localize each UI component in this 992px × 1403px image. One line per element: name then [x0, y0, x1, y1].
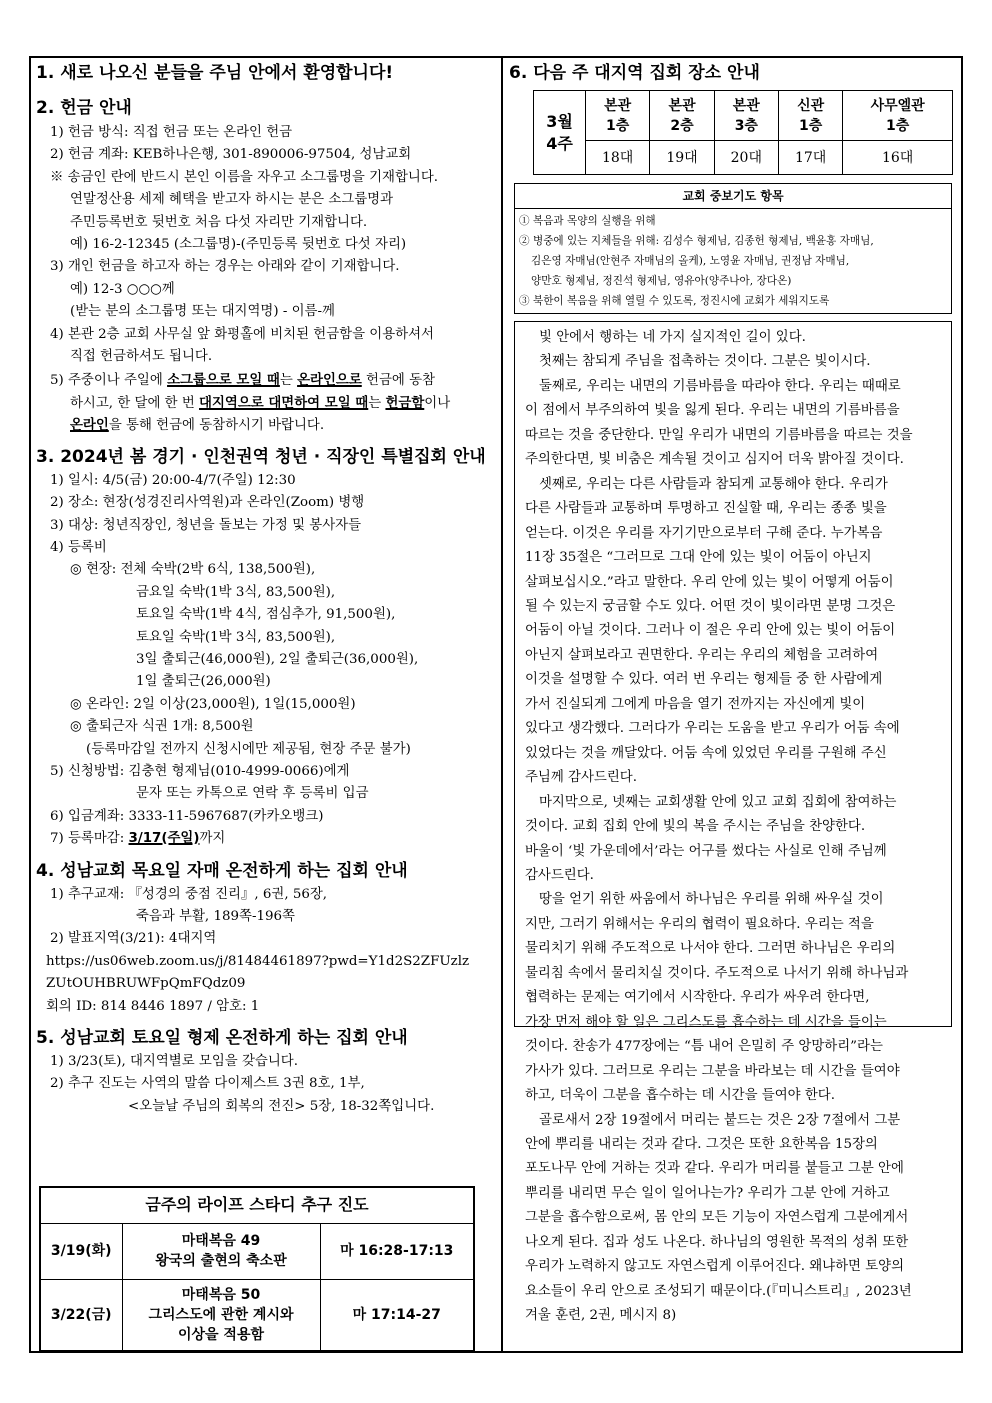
conference-account: 6) 입금계좌: 3333-11-5967687(카카오뱅크): [50, 808, 324, 824]
conference-deadline: 7) 등록마감: 3/17(주일)까지: [50, 831, 226, 847]
sisters-material: 1) 추구교재: 『성경의 중점 진리』, 6권, 56장,: [50, 886, 328, 902]
study-date: 3/22(금): [40, 1279, 122, 1351]
sisters-material-line: 죽음과 부활, 189쪽-196쪽: [136, 909, 295, 924]
offering-district-line: 하시고, 한 달에 한 번 대지역으로 대면하여 모일 때는 헌금함이나: [70, 395, 451, 411]
reading-line: 어둠이 아닐 것이다. 그러나 이 절은 우리 안에 있는 빛이 어둠이: [525, 623, 896, 639]
fee-item: 1일 출퇴근(26,000원): [136, 674, 271, 690]
reading-line: 살펴보십시오.”라고 말한다. 우리 안에 있는 빛이 어떻게 어둠이: [525, 574, 894, 590]
offering-box: 4) 본관 2층 교회 사무실 앞 화평홀에 비치된 헌금함을 이용하셔서: [50, 326, 434, 342]
fee-meal: ◎ 출퇴근자 식권 1개: 8,500원: [70, 719, 254, 735]
section-4-title: 4. 성남교회 목요일 자매 온전하게 하는 집회 안내: [36, 860, 408, 881]
right-column: [509, 62, 956, 1324]
reading-line: 첫째는 참되게 주님을 접촉하는 것이다. 그분은 빛이시다.: [539, 354, 871, 370]
reading-line: 셋째로, 우리는 다른 사람들과 참되게 교통해야 한다. 우리가: [539, 476, 888, 492]
venue-group: 19대: [650, 141, 714, 175]
table-row: [40, 1223, 474, 1279]
reading-line: 이 점에서 부주의하여 빛을 잃게 된다. 우리는 내면의 기름바름을: [525, 403, 900, 419]
offering-box-line: 직접 헌금하셔도 됩니다.: [70, 349, 213, 365]
reading-line: 골로새서 2장 19절에서 머리는 붙드는 것은 2장 7절에서 그분: [539, 1112, 901, 1128]
offering-personal-example: 예) 12-3 ○○○께: [70, 281, 175, 297]
reading-line: 땅을 얻기 위한 싸움에서 하나님은 우리를 위해 싸우실 것이: [539, 892, 884, 908]
prayer-item: ② 병중에 있는 지체들을 위해: 김성수 형제님, 김종헌 형제님, 백윤홍 자매님,: [519, 235, 874, 247]
fee-onsite: ◎ 현장: 전체 숙박(2박 6식, 138,500원),: [70, 562, 316, 578]
prayer-item: ① 복음과 목양의 실행을 위해: [519, 215, 656, 227]
offering-online-line: 5) 주중이나 주일에 소그룹으로 모일 때는 온라인으로 헌금에 동참: [50, 373, 435, 389]
sisters-presenting: 2) 발표지역(3/21): 4대지역: [50, 931, 217, 947]
venue-group: 16대: [843, 141, 953, 175]
meeting-id: 회의 ID: 814 8446 1897 / 암호: 1: [46, 998, 260, 1014]
offering-note-line: 주민등록번호 뒷번호 처음 다섯 자리만 기재합니다.: [70, 214, 368, 230]
conference-place: 2) 장소: 현장(성경진리사역원)과 온라인(Zoom) 병행: [50, 495, 365, 511]
venue-building: 본관 2층: [650, 91, 714, 141]
reading-line: 가서 진실되게 그에게 마음을 열기 전까지는 자신에게 빛이: [525, 696, 866, 712]
section-1-title: 1. 새로 나오신 분들을 주님 안에서 환영합니다!: [36, 63, 394, 83]
prayer-title: 교회 중보기도 항목: [515, 184, 951, 209]
life-study-table: [39, 1186, 475, 1352]
venue-building: 신관 1층: [778, 91, 842, 141]
section-3-title: 3. 2024년 봄 경기 · 인천권역 청년 · 직장인 특별집회 안내: [36, 446, 486, 467]
conference-target: 3) 대상: 청년직장인, 청년을 돌보는 가정 및 봉사자들: [50, 517, 362, 533]
prayer-item-cont: 김은영 자매님(안현주 자매님의 올케), 노영윤 자매님, 권정남 자매님,: [531, 255, 850, 267]
online-text: 온라인: [70, 418, 109, 434]
small-group-text: 소그룹으로 모일 때: [167, 373, 280, 389]
zoom-link-cont[interactable]: ZUtOUHBRUWFpQmFQdz09: [46, 976, 246, 992]
reading-line: 감사드린다.: [525, 867, 594, 883]
study-date: 3/19(화): [40, 1223, 122, 1279]
offering-account: 2) 헌금 계좌: KEB하나은행, 301-890006-97504, 성남교회: [50, 147, 412, 163]
fee-online: ◎ 온라인: 2일 이상(23,000원), 1일(15,000원): [70, 696, 356, 712]
venue-building: 사무엘관 1층: [843, 91, 953, 141]
life-study-title: 금주의 라이프 스타디 추구 진도: [40, 1187, 474, 1223]
district-meeting-text: 대지역으로 대면하여 모일 때: [199, 395, 369, 411]
offering-note-line: 연말정산용 세제 혜택을 받고자 하시는 분은 소그룹명과: [70, 192, 394, 208]
reading-line: 얻는다. 이것은 우리를 자기기만으로부터 구해 준다. 누가복음: [525, 525, 883, 541]
reading-line: 것이다. 교회 집회 안에 빛의 복을 주시는 주님을 찬양한다.: [525, 819, 866, 835]
conference-fee-label: 4) 등록비: [50, 539, 107, 555]
brothers-progress-line: <오늘날 주님의 회복의 전진> 5장, 18-32쪽입니다.: [128, 1098, 435, 1114]
venue-group: 17대: [778, 141, 842, 175]
reading-line: 주님께 감사드린다.: [525, 770, 637, 786]
reading-line: 빛 안에서 행하는 네 가지 실지적인 길이 있다.: [539, 330, 806, 345]
reading-line: 뿌리를 내리면 무슨 일이 일어나는가? 우리가 그분 안에 거하고: [525, 1185, 890, 1201]
column-divider: [501, 56, 503, 1353]
prayer-item-cont: 양만호 형제님, 정진석 형제님, 영유아(양주나아, 장다온): [531, 275, 792, 287]
fee-item: 토요일 숙박(1박 4식, 점심추가, 91,500원),: [136, 607, 396, 623]
brothers-progress: 2) 추구 진도는 사역의 말씀 다이제스트 3권 8호, 1부,: [50, 1076, 365, 1092]
offering-note: ※ 송금인 란에 반드시 본인 이름을 자우고 소그룹명을 기재합니다.: [50, 169, 439, 185]
section-2-title: 2. 헌금 안내: [36, 98, 132, 118]
reading-line: 물리침 속에서 물리치실 것이다. 주도적으로 나서기 위해 하나님과: [525, 965, 909, 981]
offering-personal-format: (받는 분의 소그룹명 또는 대지역명) - 이름-께: [70, 304, 335, 320]
venue-group: 20대: [714, 141, 778, 175]
conference-apply-line: 문자 또는 카톡으로 연락 후 등록비 입금: [136, 786, 369, 802]
sisters-meeting-list: [36, 884, 496, 1018]
zoom-link[interactable]: https://us06web.zoom.us/j/81484461897?pwd=Y1d2S2ZFUzlz: [46, 953, 470, 969]
offering-note-example: 예) 16-2-12345 (소그룹명)-(주민등록 뒷번호 다섯 자리): [70, 237, 407, 253]
venue-group: 18대: [586, 141, 650, 175]
conference-list: [36, 470, 496, 851]
reading-line: 주의한다면, 빛 비춤은 계속될 것이고 심지어 더욱 밝아질 것이다.: [525, 452, 904, 468]
reading-line: 협력하는 문제는 여기에서 시작한다. 우리가 싸우려 한다면,: [525, 990, 870, 1006]
reading-line: 포도나무 안에 거하는 것과 같다. 우리가 머리를 붙들고 그분 안에: [525, 1161, 904, 1177]
brothers-meeting-list: [36, 1051, 496, 1118]
week-label: 3월 4주: [534, 91, 586, 175]
reading-line: 가장 먼저 해야 할 일은 그리스도를 흡수하는 데 시간을 들이는: [525, 1014, 887, 1030]
reading-line: 따르는 것을 중단한다. 만일 우리가 내면의 기름바름을 따르는 것을: [525, 427, 913, 443]
venue-table: [533, 90, 953, 175]
reading-line: 우리가 노력하지 않고도 자연스럽게 이루어진다. 왜냐하면 토양의: [525, 1259, 905, 1275]
fee-item: 금요일 숙박(1박 3식, 83,500원),: [136, 584, 336, 600]
study-range: 마 17:14-27: [320, 1279, 474, 1351]
reading-line: 겨울 훈련, 2권, 메시지 8): [525, 1308, 677, 1324]
venue-building: 본관 1층: [586, 91, 650, 141]
prayer-item: ③ 북한이 복음을 위해 열릴 수 있도록, 정진시에 교회가 세워지도록: [519, 295, 830, 307]
reading-line: 이것을 설명할 수 있다. 여러 번 우리는 형제들 중 한 사람에게: [525, 672, 883, 688]
reading-line: 다른 사람들과 교통하며 투명하고 진실할 때, 우리는 종종 빛을: [525, 501, 887, 517]
prayer-box: [514, 183, 952, 314]
offering-personal: 3) 개인 헌금을 하고자 하는 경우는 아래와 같이 기재합니다.: [50, 259, 400, 275]
reading-line: 11장 35절은 “그러므로 그대 안에 있는 빛이 어둠이 아닌지: [525, 550, 872, 566]
conference-apply: 5) 신청방법: 김충현 형제님(010-4999-0066)에게: [50, 763, 350, 779]
reading-line: 아닌지 살펴보라고 권면한다. 우리는 우리의 체험을 고려하여: [525, 647, 879, 663]
reading-line: 물리치기 위해 주도적으로 나서야 한다. 그러면 하나님은 우리의: [525, 941, 896, 957]
deadline-date: 3/17(주일): [128, 831, 200, 847]
fee-meal-note: (등록마감일 전까지 신청시에만 제공됨, 현장 주문 불가): [86, 741, 411, 757]
reading-line: 될 수 있는지 궁금할 수도 있다. 어떤 것이 빛이라면 분명 그것은: [525, 598, 896, 614]
conference-date: 1) 일시: 4/5(금) 20:00-4/7(주일) 12:30: [50, 472, 296, 488]
prayer-list: [515, 209, 951, 311]
left-column: [36, 62, 496, 1118]
reading-line: 지만, 그러기 위해서는 우리의 협력이 필요하다. 우리는 적을: [525, 916, 874, 932]
brothers-schedule: 1) 3/23(토), 대지역별로 모임을 갖습니다.: [50, 1054, 298, 1070]
venue-building: 본관 3층: [714, 91, 778, 141]
section-6-title: 6. 다음 주 대지역 집회 장소 안내: [509, 63, 760, 83]
reading-line: 하고, 더욱이 그분을 흡수하는 데 시간을 들여야 한다.: [525, 1088, 835, 1104]
reading-line: 요소들이 우리 안으로 조성되기 때문이다.(『미니스트리』, 2023년: [525, 1283, 912, 1299]
online-text: 온라인으로: [297, 373, 362, 389]
reading-line: 있다고 생각했다. 그러다가 우리는 도움을 받고 우리가 어둠 속에: [525, 721, 900, 737]
reading-line: 가사가 있다. 그러므로 우리는 그분을 바라보는 데 시간을 들여야: [525, 1063, 900, 1079]
fee-item: 3일 출퇴근(46,000원), 2일 출퇴근(36,000원),: [136, 651, 419, 667]
reading-line: 안에 뿌리를 내리는 것과 같다. 그것은 또한 요한복음 15장의: [525, 1136, 878, 1152]
study-range: 마 16:28-17:13: [320, 1223, 474, 1279]
table-row: [40, 1279, 474, 1351]
offering-list: [36, 122, 496, 438]
reading-line: 나오게 된다. 집과 성도 나온다. 하나님의 영원한 목적의 성취 또한: [525, 1234, 909, 1250]
study-topic: 마태복음 50 그리스도에 관한 계시와 이상을 적용함: [122, 1279, 320, 1351]
reading-line: 있었다는 것을 깨달았다. 어둠 속에 있었던 우리를 구원해 주신: [525, 745, 887, 761]
reading-line: 둘째로, 우리는 내면의 기름바름을 따라야 한다. 우리는 때때로: [539, 378, 901, 394]
reading-line: 그분을 흡수함으로써, 몸 안의 모든 기능이 자연스럽게 그분에게서: [525, 1210, 909, 1226]
fee-item: 토요일 숙박(1박 3식, 83,500원),: [136, 629, 336, 645]
offering-closing-line: 온라인을 통해 헌금에 동참하시기 바랍니다.: [70, 418, 325, 434]
reading-line: 바울이 ‘빛 가운데에서’라는 어구를 썼다는 사실로 인해 주님께: [525, 843, 887, 859]
section-5-title: 5. 성남교회 토요일 형제 온전하게 하는 집회 안내: [36, 1028, 408, 1049]
offering-box-text: 헌금함: [385, 395, 425, 411]
reading-line: 것이다. 찬송가 477장에는 “틈 내어 은밀히 주 앙망하리”라는: [525, 1039, 883, 1055]
offering-method: 1) 헌금 방식: 직접 헌금 또는 온라인 헌금: [50, 125, 293, 140]
study-topic: 마태복음 49 왕국의 출현의 축소판: [122, 1223, 320, 1279]
reading-line: 마지막으로, 넷째는 교회생활 안에 있고 교회 집회에 참여하는: [539, 794, 897, 810]
reading-box: [514, 321, 952, 1324]
